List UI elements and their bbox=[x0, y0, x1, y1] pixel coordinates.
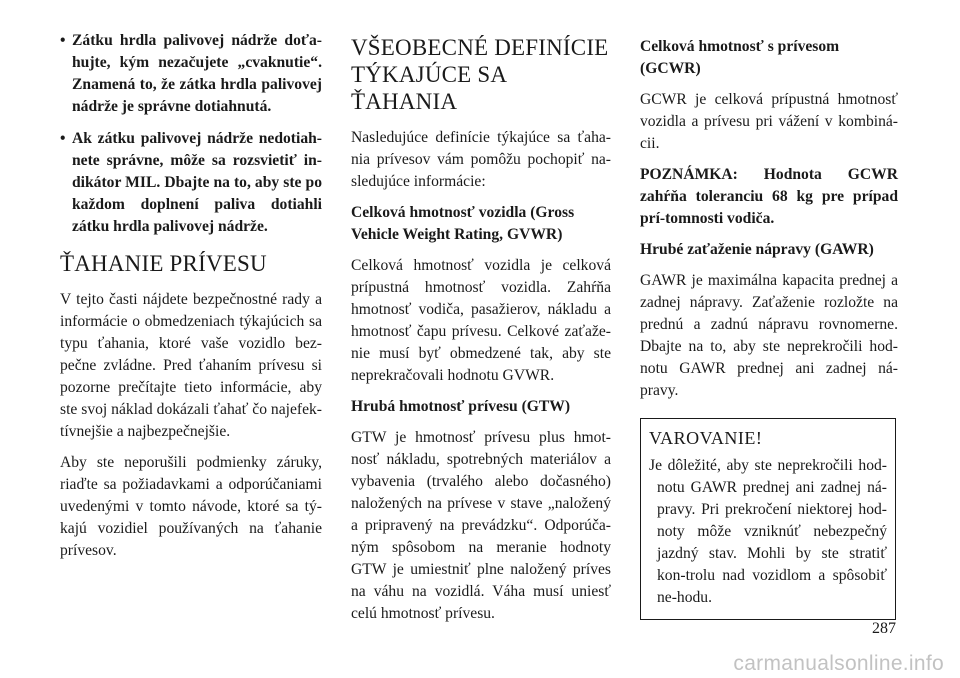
subheading-gawr: Hrubé zaťaženie nápravy (GAWR) bbox=[640, 241, 874, 258]
subheading-gtw: Hrubá hmotnosť prívesu (GTW) bbox=[351, 398, 571, 415]
bullet-item bbox=[60, 128, 322, 238]
bullet-text: Zátku hrdla palivovej nádrže doťa-hujte, kým nezačujete „cvaknutie“. Znamená to, že zátka hrdla palivovej nádrže je správne dotiahnutá. bbox=[72, 32, 322, 115]
subheading-gcwr: Celková hmotnosť s prívesom (GCWR) bbox=[640, 38, 840, 77]
warning-title: VAROVANIE! bbox=[649, 428, 763, 448]
bullet-item bbox=[60, 30, 322, 118]
warning-text: Je dôležité, aby ste neprekročili hod-notu GAWR prednej ani zadnej ná-pravy. Pri prekročení niektorej hod-noty môže vzniknúť nebezpečný jazdný stav. Mohli by ste stratiť kon-trolu nad vozidlom a spôsobiť ne-hodu. bbox=[649, 457, 887, 606]
paragraph-intro: Nasledujúce definície týkajúce sa ťaha-nia prívesov vám pomôžu pochopiť na-sledujúce informácie: bbox=[351, 129, 611, 190]
paragraph-gcwr: GCWR je celková prípustná hmotnosť vozidla a prívesu pri vážení v kombiná-cii. bbox=[640, 91, 898, 152]
page-number: 287 bbox=[872, 620, 896, 637]
watermark: carmanualsonline.info bbox=[733, 652, 944, 675]
column-right bbox=[640, 36, 898, 620]
paragraph: Aby ste neporušili podmienky záruky, riaďte sa požiadavkami a odporúčaniami uvedenými v tomto návode, ktoré sa tý-kajú vozidiel používaných na ťahanie prívesov. bbox=[60, 454, 322, 559]
paragraph-gvwr: Celková hmotnosť vozidla je celková prípustná hmotnosť vozidla. Zahŕňa hmotnosť vodiča, pasažierov, nákladu a hmotnosť čapu prívesu. Celkové zaťaže-nie musí byť obmedzené tak, aby ste neprekračovali hodnotu GVWR. bbox=[351, 257, 611, 384]
bullet-dot: • bbox=[60, 32, 66, 49]
bullet-text: Ak zátku palivovej nádrže nedotiah-nete správne, môže sa rozsvietiť in-dikátor MIL. Dbajte na to, aby ste po každom doplnení paliva dotiahli zátku hrdla palivovej nádrže. bbox=[72, 130, 322, 235]
paragraph-gtw: GTW je hmotnosť prívesu plus hmot-nosť nákladu, spotrebných materiálov a vybavenia (trvalého alebo dočasného) naložených na prívese v stave „naložený a pripravený na prevádzku“. Odporúča-ným spôsobom na meranie hodnoty GTW je umiestniť plne naložený príves na váhu na vozidlá. Váha musí uniesť celú hmotnosť prívesu. bbox=[351, 429, 611, 622]
column-middle bbox=[351, 34, 611, 634]
bullet-list bbox=[60, 30, 322, 238]
paragraph: V tejto časti nájdete bezpečnostné rady a informácie o obmedzeniach týkajúcich sa typu ťahania, ktoré vaše vozidlo bez-pečne zvládne. Pred ťahaním prívesu si pozorne prečítajte tieto informácie, aby ste svoj náklad dokázali ťahať čo najefek-tívnejšie a najbezpečnejšie. bbox=[60, 291, 322, 440]
bullet-dot: • bbox=[60, 130, 66, 147]
note-gcwr: POZNÁMKA: Hodnota GCWR zahŕňa toleranciu 68 kg pre prípad prí-tomnosti vodiča. bbox=[640, 166, 898, 227]
subheading-gvwr: Celková hmotnosť vozidla (Gross Vehicle Weight Rating, GVWR) bbox=[351, 204, 575, 243]
section-heading-definitions: VŠEOBECNÉ DEFINÍCIE TÝKAJÚCE SA ŤAHANIA bbox=[351, 35, 609, 114]
warning-box bbox=[640, 418, 896, 620]
section-heading-towing: ŤAHANIE PRÍVESU bbox=[60, 251, 267, 276]
column-left bbox=[60, 30, 322, 571]
paragraph-gawr: GAWR je maximálna kapacita prednej a zadnej nápravy. Zaťaženie rozložte na prednú a zadnú nápravu rovnomerne. Dbajte na to, aby ste neprekročili hod-notu GAWR prednej ani zadnej ná-pravy. bbox=[640, 272, 898, 399]
